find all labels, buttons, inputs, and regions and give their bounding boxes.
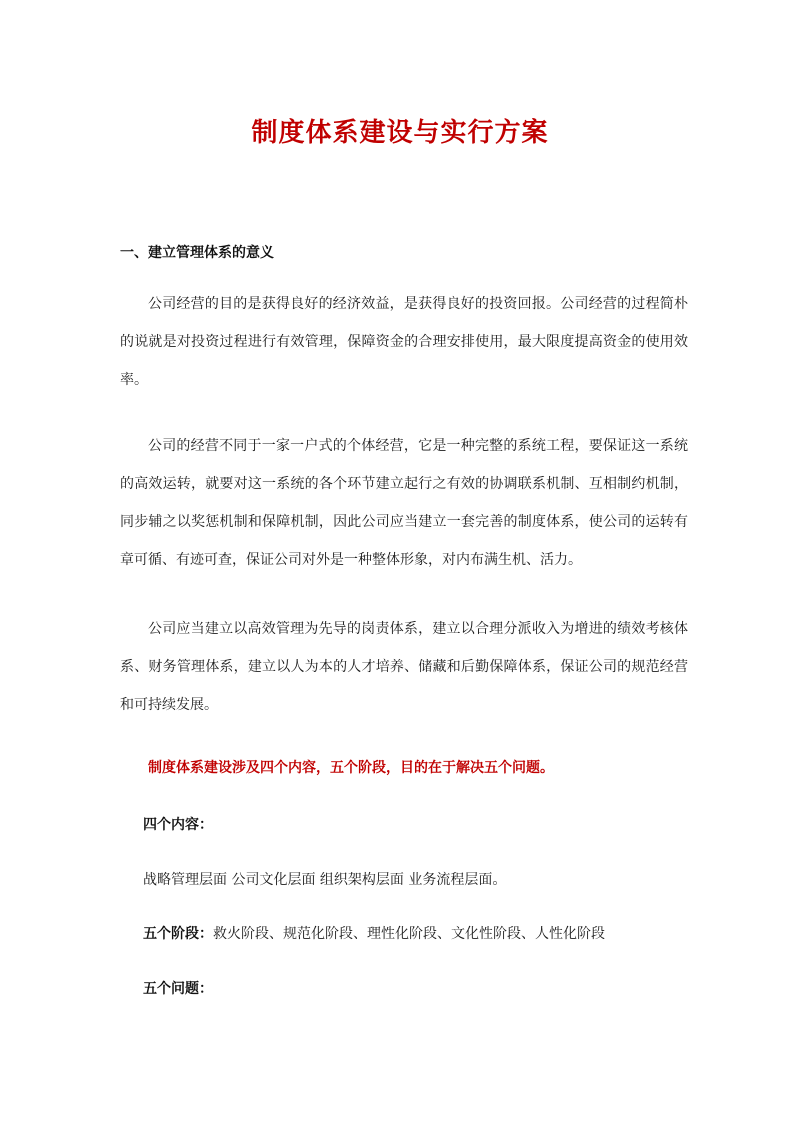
paragraph-text: 公司的经营不同于一家一户式的个体经营，它是一种完整的系统工程，要保证这一系统的高效运转，就要对这一系统的各个环节建立起行之有效的协调联系机制、互相制约机制，同步辅之以奖惩机制和保障机制，因此公司应当建立一套完善的制度体系，使公司的运转有章可循、有迹可查，保证公司对外是一种整体形象，对内布满生机、活力。 (120, 438, 688, 568)
highlight-summary: 制度体系建设涉及四个内容，五个阶段，目的在于解决五个问题。 (148, 760, 554, 776)
section-heading: 一、建立管理体系的意义 (120, 245, 274, 261)
paragraph-text: 公司经营的目的是获得良好的经济效益，是获得良好的投资回报。公司经营的过程简朴的说就是对投资过程进行有效管理，保障资金的合理安排使用，最大限度提高资金的使用效率。 (120, 296, 688, 388)
paragraph-text: 公司应当建立以高效管理为先导的岗责体系，建立以合理分派收入为增进的绩效考核体系、财务管理体系，建立以人为本的人才培养、储藏和后勤保障体系，保证公司的规范经营和可持续发展。 (120, 621, 688, 713)
four-contents-text: 战略管理层面 公司文化层面 组织架构层面 业务流程层面。 (143, 872, 507, 888)
five-stages-line (143, 923, 605, 943)
five-problems-line (143, 978, 213, 998)
document-title: 制度体系建设与实行方案 (251, 118, 549, 148)
five-stages-text: 救火阶段、规范化阶段、理性化阶段、文化性阶段、人性化阶段 (213, 926, 605, 942)
five-problems-label: 五个问题： (143, 981, 213, 997)
paragraph-2 (120, 427, 688, 579)
five-stages-label: 五个阶段： (143, 926, 213, 942)
paragraph-1 (120, 285, 688, 399)
four-contents-label (143, 814, 213, 834)
four-contents-label-text: 四个内容： (143, 817, 213, 833)
paragraph-3 (120, 610, 688, 724)
